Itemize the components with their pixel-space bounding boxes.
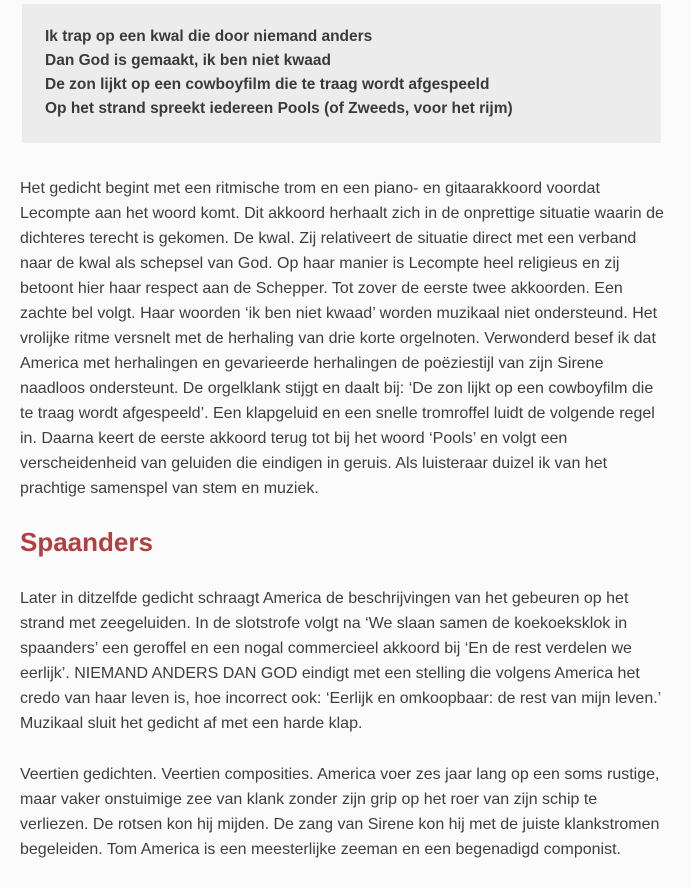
section-heading-spaanders: Spaanders: [20, 527, 153, 557]
paragraph-conclusion: Veertien gedichten. Veertien composities. America voer zes jaar lang op een soms rustige, maar vaker onstuimige zee van klank zonder zijn grip op het roer van zijn schip te verliezen. De rotsen kon hij mijden. De zang van Sirene kon hij met de juiste klankstromen begeleiden. Tom America is een meesterlijke zeeman en een begenadigd componist.: [20, 766, 660, 858]
poem-line-3: De zon lijkt op een cowboyfilm die te traag wordt afgespeeld: [45, 76, 490, 93]
poem-blockquote: [22, 4, 661, 143]
poem-line-1: Ik trap op een kwal die door niemand anders: [45, 28, 373, 45]
poem-line-4: Op het strand spreekt iedereen Pools (of Zweeds, voor het rijm): [45, 100, 513, 117]
paragraph-spaanders: Later in ditzelfde gedicht schraagt America de beschrijvingen van het gebeuren op het strand met zeegeluiden. In de slotstrofe volgt na ‘We slaan samen de koekoeksklok in spaanders’ een geroffel en een nogal commercieel akkoord bij ‘En de rest verdelen we eerlijk’. NIEMAND ANDERS DAN GOD eindigt met een stelling die volgens America het credo van haar leven is, hoe incorrect ook: ‘Eerlijk en omkoopbaar: de rest van mijn leven.’ Muzikaal sluit het gedicht af met een harde klap.: [20, 590, 661, 732]
paragraph-intro: Het gedicht begint met een ritmische trom en een piano- en gitaarakkoord voordat Lecompte aan het woord komt. Dit akkoord herhaalt zich in de onprettige situatie waarin de dichteres terecht is gekomen. De kwal. Zij relativeert de situatie direct met een verband naar de kwal als schepsel van God. Op haar manier is Lecompte heel religieus en zij betoont hier haar respect aan de Schepper. Tot zover de eerste twee akkoorden. Een zachte bel volgt. Haar woorden ‘ik ben niet kwaad’ worden muzikaal niet ondersteund. Het vrolijke ritme versnelt met de herhaling van drie korte orgelnoten. Verwonderd besef ik dat America met herhalingen en gevarieerde herhalingen de poëziestijl van zijn Sirene naadloos ondersteunt. De orgelklank stijgt en daalt bij: ‘De zon lijkt op een cowboyfilm die te traag wordt afgespeeld’. Een klapgeluid en een snelle tromroffel luidt de volgende regel in. Daarna keert de eerste akkoord terug tot bij het woord ‘Pools’ en volgt een verscheidenheid van geluiden die eindigen in geruis. Als luisteraar duizel ik van het prachtige samenspel van stem en muziek.: [20, 180, 664, 497]
poem-line-2: Dan God is gemaakt, ik ben niet kwaad: [45, 52, 331, 69]
